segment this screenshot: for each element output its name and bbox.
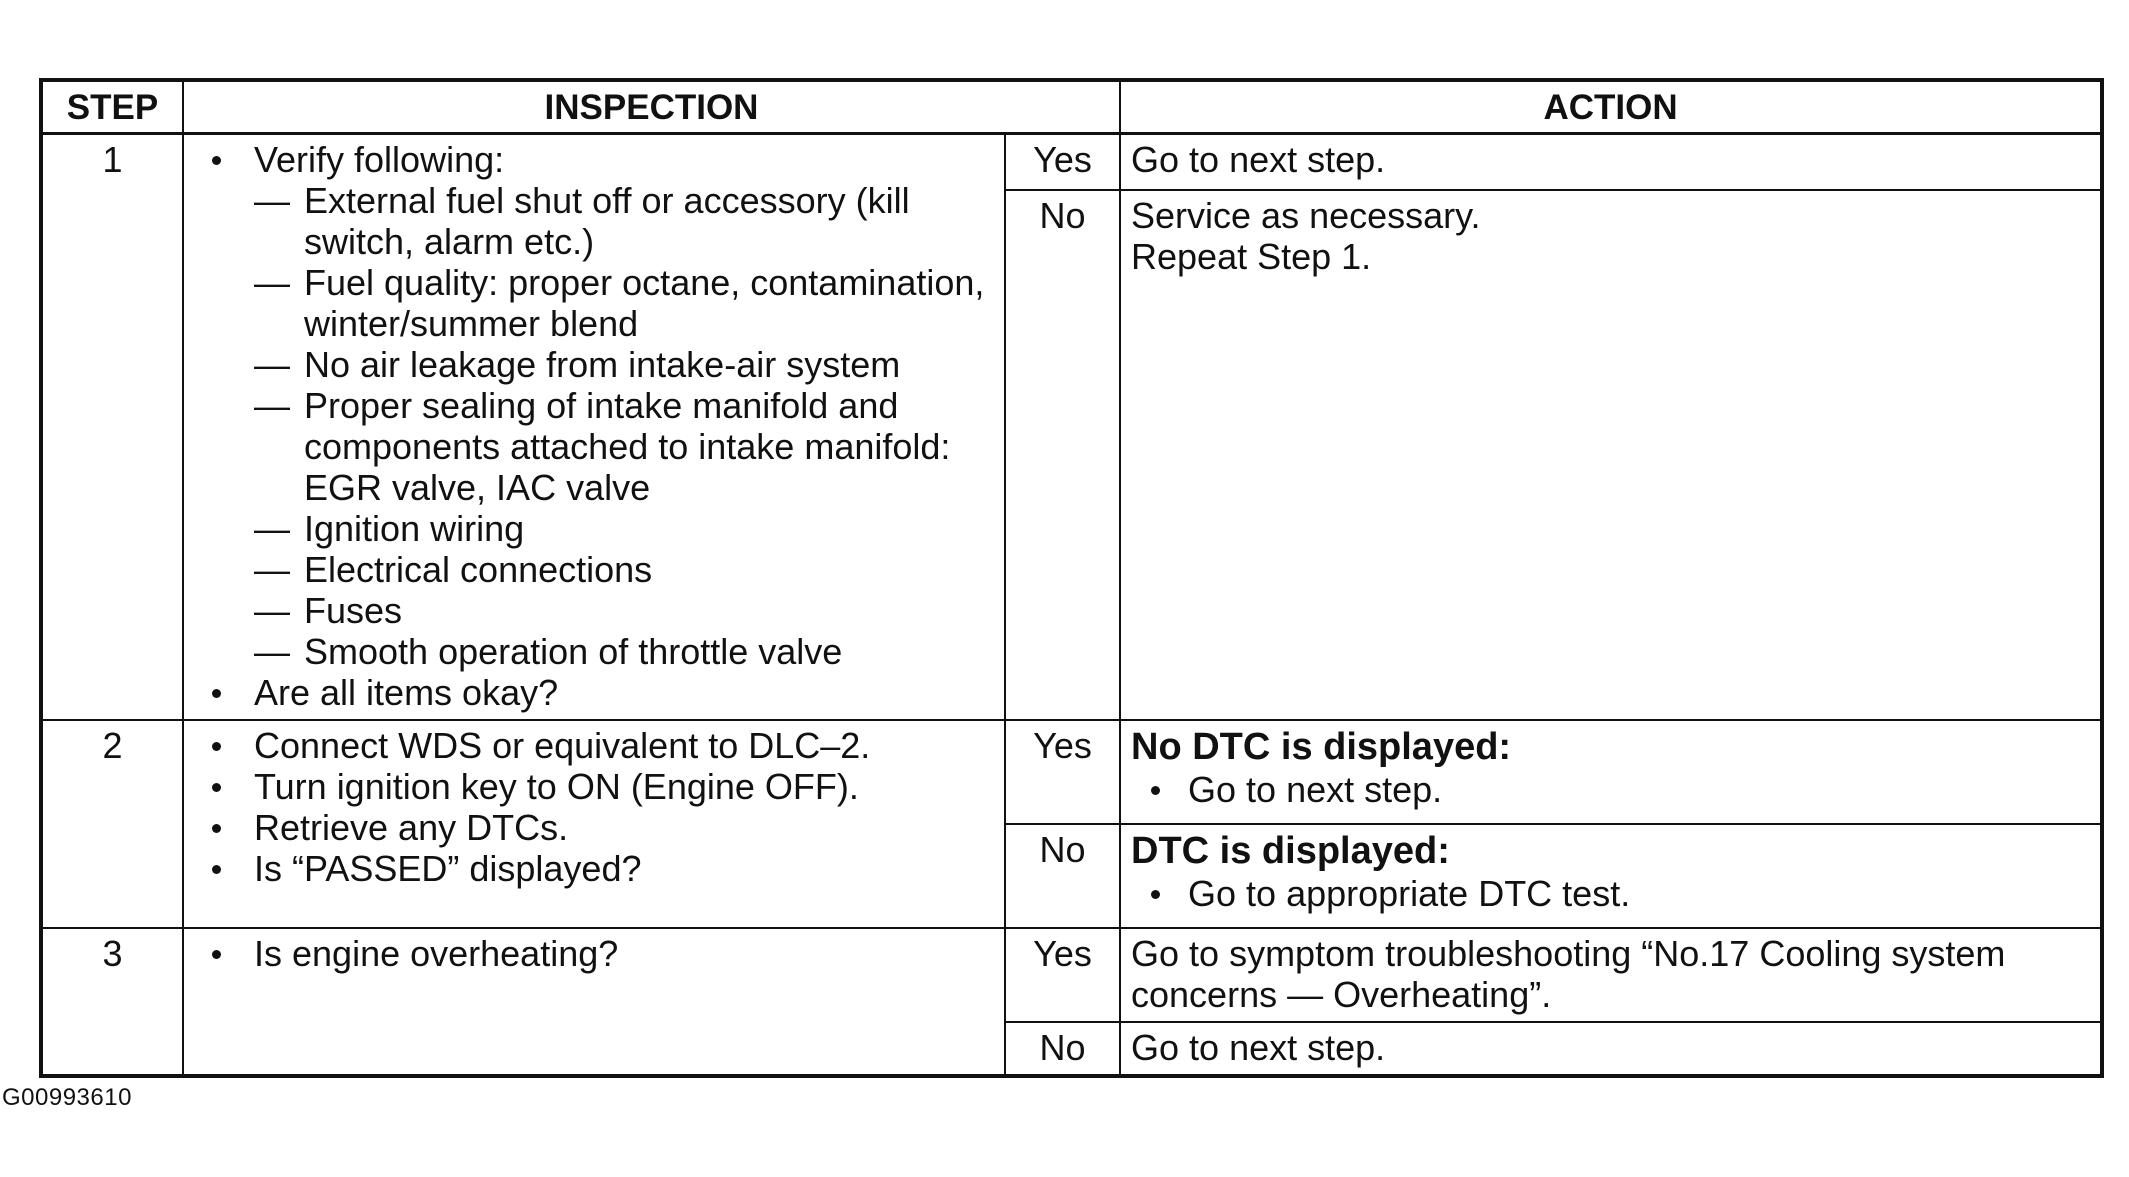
step-3-yes-label: Yes (1005, 928, 1120, 1022)
step-2-bullet: Retrieve any DTCs. (204, 807, 994, 848)
checklist-item-text: Ignition wiring (304, 508, 525, 549)
step-1-inspection (183, 134, 1005, 721)
step-2-inspection (183, 720, 1005, 928)
dash-marker: — (254, 344, 290, 385)
step-1-yes-row (41, 134, 2102, 191)
step-3-yes-action: Go to symptom troubleshooting “No.17 Cooling system concerns — Overheating”. (1120, 928, 2102, 1022)
header-row (41, 80, 2102, 134)
step-3-no-action: Go to next step. (1120, 1022, 2102, 1076)
checklist-item-text: Electrical connections (304, 549, 653, 590)
dash-marker: — (254, 180, 290, 221)
diagnostic-table (39, 78, 2104, 1078)
step-1-bullet-question: Are all items okay? (204, 672, 994, 713)
step-2-no-action (1120, 824, 2102, 928)
step-2-bullet: Turn ignition key to ON (Engine OFF). (204, 766, 994, 807)
step-2-no-label: No (1005, 824, 1120, 928)
step-2-bullet: Connect WDS or equivalent to DLC–2. (204, 725, 994, 766)
step-2-no-bullet: Go to appropriate DTC test. (1131, 873, 2090, 914)
step-2-bullet-list (204, 725, 994, 889)
checklist-item-text: Proper sealing of intake manifold and components attached to intake manifold: EGR valve, IAC valve (304, 385, 951, 508)
checklist-item (254, 631, 994, 672)
step-2-yes-bullet-list (1131, 769, 2090, 810)
step-2-bullet: Is “PASSED” displayed? (204, 848, 994, 889)
step-2-yes-heading: No DTC is displayed: (1131, 726, 1512, 768)
step-1-no-action-line-1: Service as necessary. (1131, 195, 1481, 236)
step-1-checklist (254, 180, 994, 672)
checklist-item-text: Smooth operation of throttle valve (304, 631, 843, 672)
checklist-item-text: Fuses (304, 590, 403, 631)
action-column-header: ACTION (1120, 80, 2102, 134)
step-1-bullet-verify (204, 139, 994, 672)
step-1-no-label: No (1005, 190, 1120, 720)
checklist-item-text: Fuel quality: proper octane, contamination, winter/summer blend (304, 262, 985, 344)
inspection-column-header: INSPECTION (183, 80, 1120, 134)
step-3-bullet-list (204, 933, 994, 974)
dash-marker: — (254, 508, 290, 549)
step-1-yes-label: Yes (1005, 134, 1120, 191)
step-2-number: 2 (41, 720, 183, 928)
checklist-item (254, 262, 994, 344)
dash-marker: — (254, 590, 290, 631)
diagnostic-sheet (39, 78, 2100, 1078)
dash-marker: — (254, 631, 290, 672)
checklist-item (254, 344, 994, 385)
checklist-item-text: No air leakage from intake-air system (304, 344, 901, 385)
step-2-yes-row (41, 720, 2102, 824)
step-1-bullet-verify-text: Verify following: (254, 139, 505, 180)
checklist-item (254, 385, 994, 508)
step-column-header: STEP (41, 80, 183, 134)
step-1-yes-action: Go to next step. (1120, 134, 2102, 191)
checklist-item (254, 590, 994, 631)
dash-marker: — (254, 262, 290, 303)
checklist-item (254, 508, 994, 549)
step-2-no-bullet-list (1131, 873, 2090, 914)
step-2-yes-action (1120, 720, 2102, 824)
step-3-bullet: Is engine overheating? (204, 933, 994, 974)
step-2-yes-label: Yes (1005, 720, 1120, 824)
checklist-item (254, 180, 994, 262)
checklist-item-text: External fuel shut off or accessory (kill switch, alarm etc.) (304, 180, 910, 262)
step-3-no-label: No (1005, 1022, 1120, 1076)
step-1-number: 1 (41, 134, 183, 721)
step-1-no-action (1120, 190, 2102, 720)
dash-marker: — (254, 385, 290, 426)
dash-marker: — (254, 549, 290, 590)
figure-reference-code: G00993610 (2, 1084, 132, 1111)
step-2-yes-bullet: Go to next step. (1131, 769, 2090, 810)
step-2-no-heading: DTC is displayed: (1131, 830, 1450, 872)
step-3-number: 3 (41, 928, 183, 1076)
checklist-item (254, 549, 994, 590)
step-3-yes-row (41, 928, 2102, 1022)
step-3-inspection (183, 928, 1005, 1076)
step-1-no-action-line-2: Repeat Step 1. (1131, 236, 1372, 277)
step-1-bullet-list (204, 139, 994, 713)
